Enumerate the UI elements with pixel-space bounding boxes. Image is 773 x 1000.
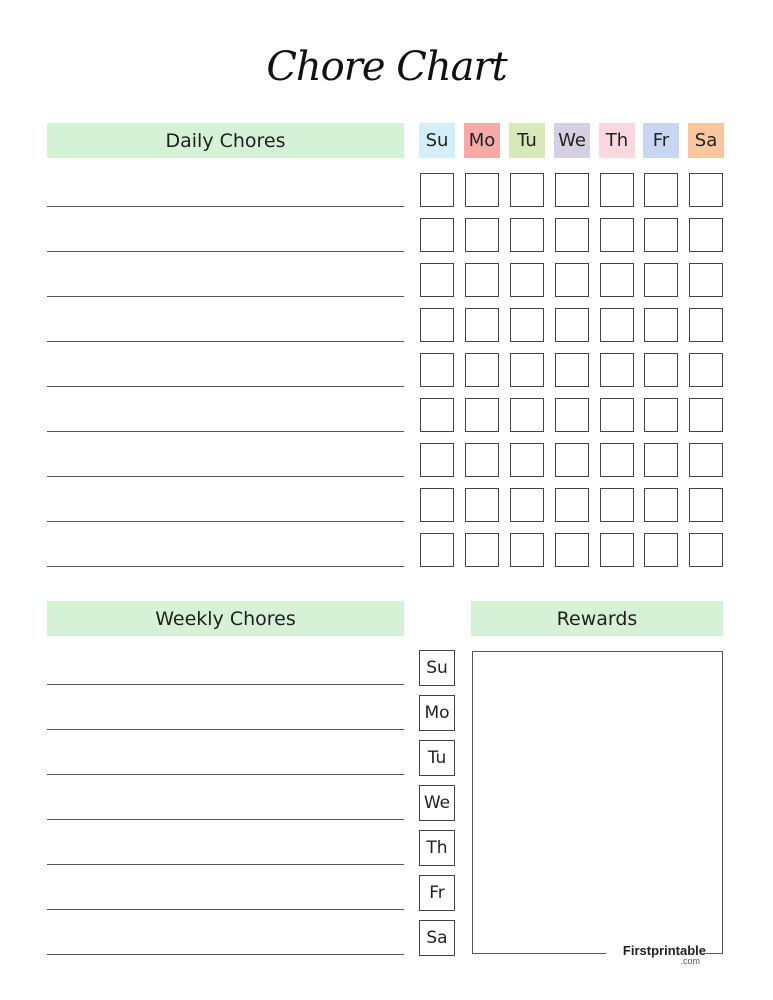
checkbox-su[interactable]: [420, 488, 454, 522]
checkbox-fr[interactable]: [644, 443, 678, 477]
weekly-chore-line[interactable]: [47, 774, 404, 775]
weekly-chore-line[interactable]: [47, 729, 404, 730]
day-header-tu: Tu: [509, 123, 545, 158]
checkbox-mo[interactable]: [465, 398, 499, 432]
daily-chores-label: Daily Chores: [165, 129, 286, 152]
daily-chore-line[interactable]: [47, 296, 404, 297]
checkbox-we[interactable]: [555, 218, 589, 252]
weekly-chore-line[interactable]: [47, 819, 404, 820]
checkbox-mo[interactable]: [465, 173, 499, 207]
brand-name: Firstprintable: [622, 943, 706, 958]
day-header-we: We: [554, 123, 590, 158]
checkbox-su[interactable]: [420, 353, 454, 387]
checkbox-fr[interactable]: [644, 398, 678, 432]
checkbox-mo[interactable]: [465, 533, 499, 567]
checkbox-sa[interactable]: [689, 173, 723, 207]
checkbox-th[interactable]: [600, 488, 634, 522]
checkbox-sa[interactable]: [689, 533, 723, 567]
weekly-chore-line[interactable]: [47, 864, 404, 865]
page-title: Chore Chart: [266, 44, 507, 90]
day-header-fr: Fr: [643, 123, 679, 158]
checkbox-fr[interactable]: [644, 173, 678, 207]
daily-chore-line[interactable]: [47, 476, 404, 477]
checkbox-su[interactable]: [420, 263, 454, 297]
day-header-mo: Mo: [464, 123, 500, 158]
checkbox-we[interactable]: [555, 308, 589, 342]
checkbox-we[interactable]: [555, 443, 589, 477]
weekly-day-box-we[interactable]: We: [419, 785, 455, 821]
checkbox-sa[interactable]: [689, 353, 723, 387]
checkbox-mo[interactable]: [465, 308, 499, 342]
checkbox-th[interactable]: [600, 173, 634, 207]
checkbox-tu[interactable]: [510, 173, 544, 207]
checkbox-tu[interactable]: [510, 398, 544, 432]
checkbox-sa[interactable]: [689, 308, 723, 342]
brand-domain: .com: [680, 956, 700, 966]
checkbox-su[interactable]: [420, 173, 454, 207]
checkbox-we[interactable]: [555, 488, 589, 522]
day-header-th: Th: [599, 123, 635, 158]
day-header-su: Su: [419, 123, 455, 158]
rewards-label: Rewards: [556, 607, 638, 630]
checkbox-su[interactable]: [420, 533, 454, 567]
checkbox-fr[interactable]: [644, 533, 678, 567]
checkbox-we[interactable]: [555, 353, 589, 387]
weekly-chore-line[interactable]: [47, 909, 404, 910]
weekly-day-box-su[interactable]: Su: [419, 650, 455, 686]
checkbox-sa[interactable]: [689, 218, 723, 252]
checkbox-mo[interactable]: [465, 263, 499, 297]
weekly-day-box-fr[interactable]: Fr: [419, 875, 455, 911]
checkbox-fr[interactable]: [644, 218, 678, 252]
checkbox-th[interactable]: [600, 218, 634, 252]
checkbox-tu[interactable]: [510, 218, 544, 252]
checkbox-fr[interactable]: [644, 353, 678, 387]
checkbox-sa[interactable]: [689, 443, 723, 477]
checkbox-th[interactable]: [600, 263, 634, 297]
weekly-day-box-th[interactable]: Th: [419, 830, 455, 866]
checkbox-su[interactable]: [420, 398, 454, 432]
checkbox-su[interactable]: [420, 308, 454, 342]
daily-chore-line[interactable]: [47, 251, 404, 252]
weekly-chore-line[interactable]: [47, 684, 404, 685]
checkbox-sa[interactable]: [689, 263, 723, 297]
checkbox-fr[interactable]: [644, 263, 678, 297]
checkbox-tu[interactable]: [510, 263, 544, 297]
daily-chore-line[interactable]: [47, 386, 404, 387]
checkbox-tu[interactable]: [510, 488, 544, 522]
checkbox-tu[interactable]: [510, 443, 544, 477]
checkbox-mo[interactable]: [465, 218, 499, 252]
daily-chores-header: [47, 123, 404, 158]
brand-logo: [606, 944, 706, 966]
checkbox-su[interactable]: [420, 218, 454, 252]
rewards-box[interactable]: [472, 651, 723, 954]
checkbox-th[interactable]: [600, 353, 634, 387]
weekly-day-box-tu[interactable]: Tu: [419, 740, 455, 776]
day-header-sa: Sa: [688, 123, 724, 158]
checkbox-tu[interactable]: [510, 533, 544, 567]
checkbox-we[interactable]: [555, 173, 589, 207]
checkbox-mo[interactable]: [465, 443, 499, 477]
daily-chore-line[interactable]: [47, 206, 404, 207]
checkbox-th[interactable]: [600, 308, 634, 342]
checkbox-fr[interactable]: [644, 308, 678, 342]
checkbox-tu[interactable]: [510, 308, 544, 342]
rewards-header: [471, 601, 723, 636]
weekly-day-box-mo[interactable]: Mo: [419, 695, 455, 731]
checkbox-th[interactable]: [600, 398, 634, 432]
daily-chore-line[interactable]: [47, 341, 404, 342]
checkbox-fr[interactable]: [644, 488, 678, 522]
checkbox-su[interactable]: [420, 443, 454, 477]
daily-chore-line[interactable]: [47, 431, 404, 432]
checkbox-we[interactable]: [555, 398, 589, 432]
checkbox-we[interactable]: [555, 263, 589, 297]
weekly-day-box-sa[interactable]: Sa: [419, 920, 455, 956]
checkbox-tu[interactable]: [510, 353, 544, 387]
daily-chore-line[interactable]: [47, 521, 404, 522]
checkbox-mo[interactable]: [465, 488, 499, 522]
checkbox-th[interactable]: [600, 443, 634, 477]
weekly-chore-line[interactable]: [47, 954, 404, 955]
checkbox-th[interactable]: [600, 533, 634, 567]
checkbox-we[interactable]: [555, 533, 589, 567]
weekly-chores-header: [47, 601, 404, 636]
checkbox-mo[interactable]: [465, 353, 499, 387]
weekly-chores-label: Weekly Chores: [155, 607, 296, 630]
daily-chore-line[interactable]: [47, 566, 404, 567]
checkbox-sa[interactable]: [689, 398, 723, 432]
checkbox-sa[interactable]: [689, 488, 723, 522]
